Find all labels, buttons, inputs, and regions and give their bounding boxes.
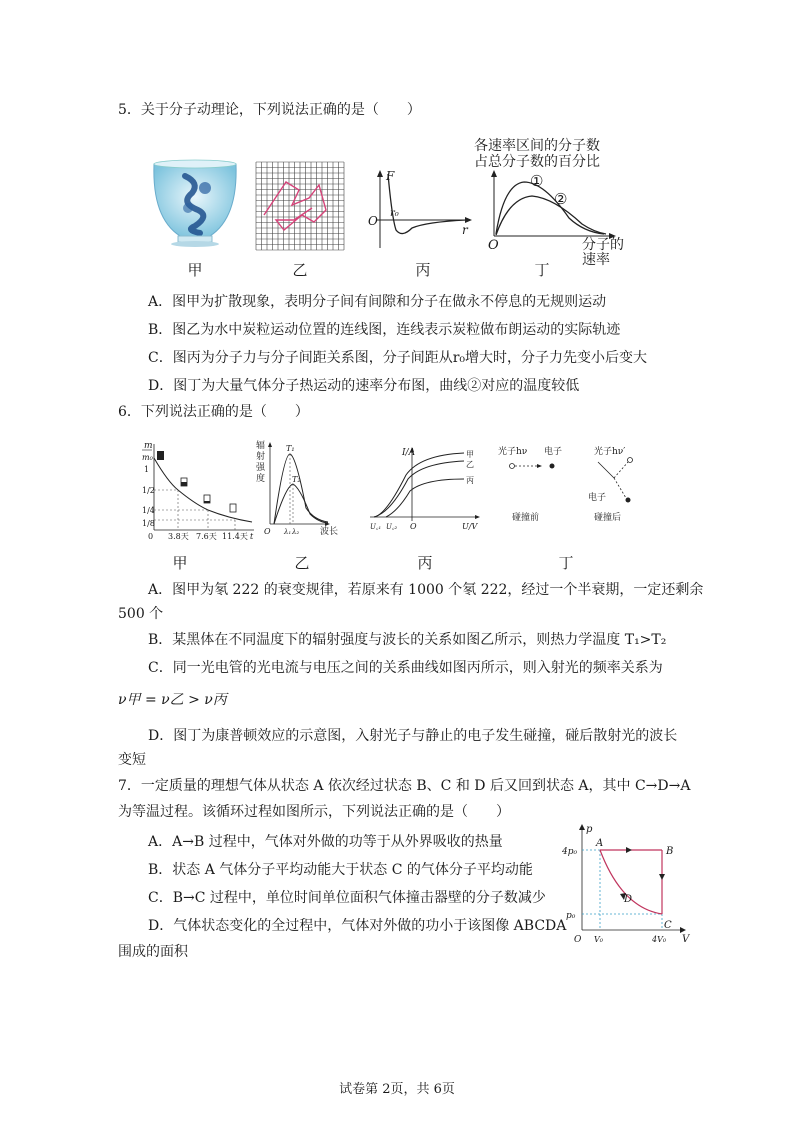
q6-jia-origin: 0 <box>148 532 154 541</box>
q5-fig-jia-beaker <box>150 158 240 252</box>
q5-label-jia: 甲 <box>187 261 203 279</box>
q6-jia-x1: 3.8天 <box>168 532 189 541</box>
q6-bing-uc1: U꜀₁ <box>370 523 382 531</box>
q5-fig-bing-force <box>366 168 476 254</box>
q6-jia-t2: 1/2 <box>142 486 155 495</box>
q6-yi-l1: λ₁ <box>284 528 292 536</box>
q5-ding-ytitle1: 各速率区间的分子数 <box>474 138 600 154</box>
q6-jia-t3: 1/4 <box>142 506 155 515</box>
q5-ding-ytitle2: 占总分子数的百分比 <box>474 154 600 170</box>
q5-option-c: C．图丙为分子力与分子间距关系图，分子间距从r₀增大时，分子力先变小后变大 <box>148 350 648 366</box>
q6-label-ding: 丁 <box>558 554 574 572</box>
q6-bing-c1: 甲 <box>466 450 474 459</box>
q5-option-d: D．图丁为大量气体分子热运动的速率分布图，曲线②对应的温度较低 <box>148 378 580 394</box>
q6-yi-T1: T₁ <box>286 444 295 453</box>
q7-fig-p0: p₀ <box>566 911 576 921</box>
q6-jia-t1: 1 <box>144 465 150 474</box>
svg-text:强: 强 <box>256 463 266 473</box>
q7-stem-line2: 为等温过程。该循环过程如图所示，下列说法正确的是（ ） <box>118 804 510 820</box>
q5-fig-ding-speed <box>474 136 624 270</box>
q5-option-b: B．图乙为水中炭粒运动位置的连线图，连线表示炭粒做布朗运动的实际轨迹 <box>148 322 621 338</box>
q6-jia-m: m <box>144 441 153 451</box>
q6-ding-after: 碰撞后 <box>594 513 622 523</box>
q5-label-ding: 丁 <box>534 261 550 279</box>
q6-ding-electron-after: 电子 <box>588 493 607 503</box>
q7-option-b: B．状态 A 气体分子平均动能大于状态 C 的气体分子平均动能 <box>148 862 533 878</box>
q6-label-jia: 甲 <box>172 554 188 572</box>
q6-label-yi: 乙 <box>294 554 310 572</box>
q6-ding-electron: 电子 <box>544 447 563 457</box>
q6-ding-photon: 光子hν <box>498 447 528 457</box>
q6-ding-before: 碰撞前 <box>512 513 540 523</box>
q7-fig-4p0: 4p₀ <box>562 847 578 857</box>
q6-yi-l2: λ₂ <box>292 528 300 536</box>
q7-fig-V: V <box>682 934 690 945</box>
q5-fig-yi-brownian <box>254 160 346 256</box>
q5-label-bing: 丙 <box>415 261 431 279</box>
q6-fig-jia-decay <box>140 438 258 546</box>
q5-bing-origin: O <box>368 214 378 228</box>
svg-text:射: 射 <box>256 452 266 462</box>
q6-fig-ding-compton <box>494 440 654 534</box>
q6-yi-xlabel: 波长 <box>320 527 339 537</box>
q7-fig-pv-cycle <box>562 822 692 950</box>
q5-ding-xtitle2: 速率 <box>582 252 610 266</box>
q6-yi-T2: T₂ <box>292 475 301 484</box>
q5-bing-r: r <box>462 223 468 237</box>
q5-ding-xtitle1: 分子的 <box>582 237 624 253</box>
q7-option-c: C．B→C 过程中，单位时间单位面积气体撞击器壁的分子数减少 <box>148 890 546 906</box>
q7-option-d-line1: D．气体状态变化的全过程中，气体对外做的功小于该图像 ABCDA <box>148 918 567 934</box>
q6-option-a-line1: A．图甲为氡 222 的衰变规律，若原来有 1000 个氡 222，经过一个半衰期，一定还剩余 <box>148 582 704 598</box>
q5-option-a: A．图甲为扩散现象，表明分子间有间隙和分子在做永不停息的无规则运动 <box>148 294 607 310</box>
q6-label-bing: 丙 <box>417 554 433 572</box>
q6-yi-origin: O <box>264 527 271 536</box>
q6-bing-c3: 丙 <box>466 476 474 485</box>
q5-stem: 5．关于分子动理论，下列说法正确的是（ ） <box>118 102 421 118</box>
q6-bing-uc2: U꜀₂ <box>386 523 398 531</box>
q7-fig-C: C <box>664 920 672 931</box>
q7-fig-p: p <box>586 824 593 835</box>
page-footer: 试卷第 2页，共 6页 <box>339 1082 455 1097</box>
q6-bing-IA: I/A <box>402 448 416 458</box>
q7-stem-line1: 7．一定质量的理想气体从状态 A 依次经过状态 B、C 和 D 后又回到状态 A，其中 C→D→A <box>118 778 691 794</box>
q6-ding-photon-after: 光子hν′ <box>594 447 626 457</box>
q6-stem: 6．下列说法正确的是（ ） <box>118 404 309 420</box>
q7-option-a: A．A→B 过程中，气体对外做的功等于从外界吸收的热量 <box>148 834 503 850</box>
q5-bing-r0: r₀ <box>390 208 399 219</box>
q7-fig-D: D <box>624 894 633 905</box>
q6-option-c-line2: ν甲 = ν乙 > ν丙 <box>118 692 227 708</box>
q6-option-c-line1: C．同一光电管的光电流与电压之间的关系曲线如图丙所示，则入射光的频率关系为 <box>148 660 663 676</box>
q6-bing-UV: U/V <box>462 522 478 531</box>
q5-bing-F: F <box>386 169 395 183</box>
q6-fig-yi-blackbody <box>256 438 356 546</box>
q5-ding-c1: ① <box>530 172 544 190</box>
q6-jia-m0: m₀ <box>142 453 153 462</box>
q7-fig-origin: O <box>574 935 582 945</box>
q6-jia-x2: 7.6天 <box>196 532 217 541</box>
q6-jia-t: t <box>250 532 254 541</box>
q6-option-b: B．某黑体在不同温度下的辐射强度与波长的关系如图乙所示，则热力学温度 T₁>T₂ <box>148 632 667 648</box>
q5-ding-origin: O <box>488 238 499 253</box>
q7-fig-B: B <box>666 846 674 857</box>
q6-bing-c2: 乙 <box>466 460 474 469</box>
q6-jia-x3: 11.4天 <box>222 532 248 541</box>
q5-ding-c2: ② <box>554 190 568 208</box>
q7-fig-4v0: 4V₀ <box>652 935 667 944</box>
q6-option-a-line2: 500 个 <box>118 606 164 622</box>
q6-fig-bing-photocurrent <box>366 445 484 541</box>
q6-yi-y1: 辐 <box>256 441 266 451</box>
q6-option-d-line1: D．图丁为康普顿效应的示意图，入射光子与静止的电子发生碰撞，碰后散射光的波长 <box>148 728 678 744</box>
q5-label-yi: 乙 <box>292 261 308 279</box>
q7-fig-v0: V₀ <box>594 935 603 944</box>
q7-fig-A: A <box>596 838 604 849</box>
q7-option-d-line2: 围成的面积 <box>118 944 188 960</box>
q6-option-d-line2: 变短 <box>118 752 146 768</box>
q6-jia-t4: 1/8 <box>142 519 155 528</box>
svg-text:度: 度 <box>256 474 266 484</box>
q6-bing-origin: O <box>410 522 417 531</box>
